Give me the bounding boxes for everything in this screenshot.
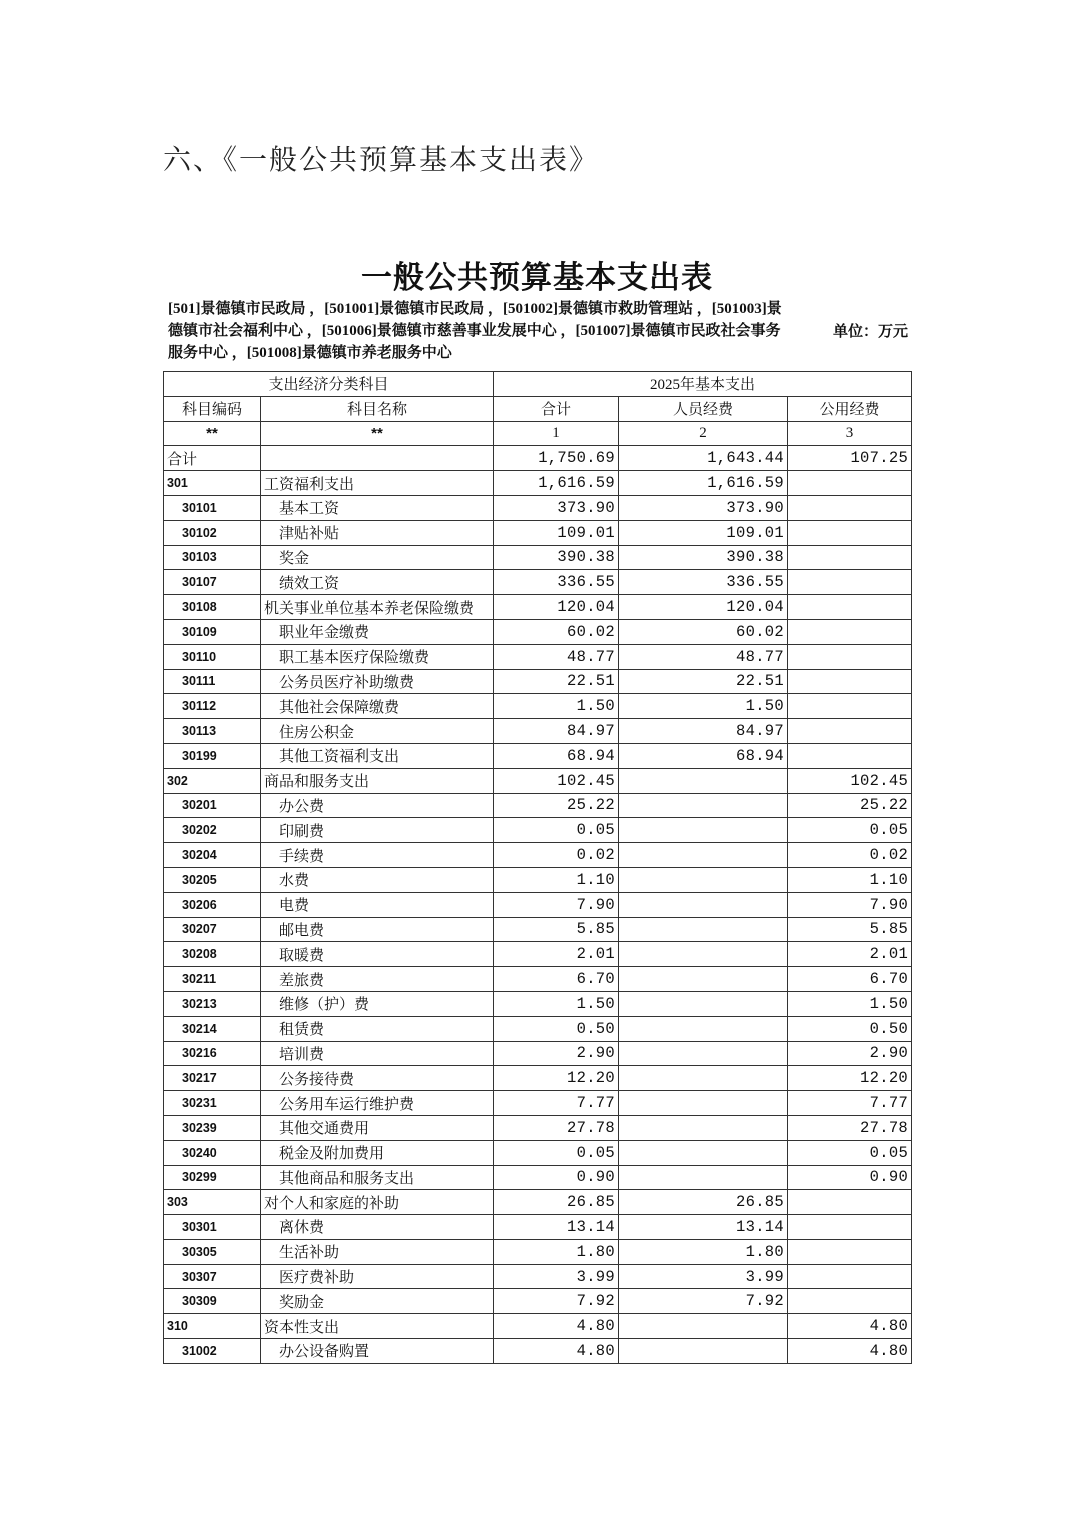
- public-cell: 7.77: [788, 1091, 912, 1116]
- table-row: [164, 1165, 912, 1190]
- section-heading: 六、《一般公共预算基本支出表》: [163, 145, 600, 176]
- name-cell: 生活补助: [261, 1239, 494, 1264]
- code-cell: 301: [164, 471, 261, 496]
- public-cell: [788, 570, 912, 595]
- total-cell: 2.01: [494, 942, 619, 967]
- personnel-cell: [619, 1140, 788, 1165]
- personnel-cell: [619, 843, 788, 868]
- code-cell: 30231: [164, 1091, 261, 1116]
- total-cell: 7.90: [494, 892, 619, 917]
- code-cell: 30239: [164, 1115, 261, 1140]
- name-cell: 水费: [261, 867, 494, 892]
- personnel-cell: [619, 1115, 788, 1140]
- public-cell: [788, 619, 912, 644]
- table-row: [164, 917, 912, 942]
- personnel-cell: 1.50: [619, 694, 788, 719]
- name-cell: 对个人和家庭的补助: [261, 1190, 494, 1215]
- total-row: [164, 446, 912, 471]
- total-name-cell: [261, 446, 494, 471]
- name-cell: 公务用车运行维护费: [261, 1091, 494, 1116]
- name-cell: 其他工资福利支出: [261, 743, 494, 768]
- code-cell: 30111: [164, 669, 261, 694]
- public-cell: [788, 1215, 912, 1240]
- table-row: [164, 1190, 912, 1215]
- table-row: [164, 1264, 912, 1289]
- personnel-cell: 109.01: [619, 520, 788, 545]
- personnel-cell: [619, 892, 788, 917]
- table-row: [164, 768, 912, 793]
- total-cell: 109.01: [494, 520, 619, 545]
- public-cell: 0.05: [788, 1140, 912, 1165]
- code-cell: 30205: [164, 867, 261, 892]
- code-cell: 30199: [164, 743, 261, 768]
- total-cell: 3.99: [494, 1264, 619, 1289]
- total-cell: 0.05: [494, 818, 619, 843]
- index-cell: 3: [788, 421, 912, 446]
- code-cell: 30214: [164, 1016, 261, 1041]
- total-cell: 102.45: [494, 768, 619, 793]
- public-cell: [788, 1289, 912, 1314]
- name-cell: 公务员医疗补助缴费: [261, 669, 494, 694]
- public-cell: [788, 1190, 912, 1215]
- code-cell: 30204: [164, 843, 261, 868]
- public-cell: [788, 495, 912, 520]
- personnel-cell: [619, 991, 788, 1016]
- code-cell: 30305: [164, 1239, 261, 1264]
- total-cell: 336.55: [494, 570, 619, 595]
- name-cell: 其他社会保障缴费: [261, 694, 494, 719]
- table-row: [164, 1066, 912, 1091]
- code-cell: 30102: [164, 520, 261, 545]
- table-row: [164, 644, 912, 669]
- table-row: [164, 669, 912, 694]
- table-row: [164, 471, 912, 496]
- name-cell: 绩效工资: [261, 570, 494, 595]
- name-cell: 商品和服务支出: [261, 768, 494, 793]
- total-cell: 373.90: [494, 495, 619, 520]
- code-cell: 30211: [164, 967, 261, 992]
- name-cell: 培训费: [261, 1041, 494, 1066]
- table-row: [164, 743, 912, 768]
- index-row: [164, 421, 912, 446]
- name-cell: 手续费: [261, 843, 494, 868]
- personnel-cell: [619, 818, 788, 843]
- personnel-cell: [619, 1091, 788, 1116]
- total-cell: 0.50: [494, 1016, 619, 1041]
- table-row: [164, 1016, 912, 1041]
- total-cell: 1.10: [494, 867, 619, 892]
- code-cell: 30309: [164, 1289, 261, 1314]
- personnel-cell: 1,616.59: [619, 471, 788, 496]
- index-cell: 2: [619, 421, 788, 446]
- public-cell: 4.80: [788, 1314, 912, 1339]
- name-cell: 取暖费: [261, 942, 494, 967]
- public-cell: [788, 520, 912, 545]
- total-cell: 12.20: [494, 1066, 619, 1091]
- table-row: [164, 719, 912, 744]
- total-cell: 13.14: [494, 1215, 619, 1240]
- code-cell: 310: [164, 1314, 261, 1339]
- code-cell: 30307: [164, 1264, 261, 1289]
- name-cell: 维修（护）费: [261, 991, 494, 1016]
- name-cell: 税金及附加费用: [261, 1140, 494, 1165]
- table-row: [164, 1289, 912, 1314]
- total-public: 107.25: [788, 446, 912, 471]
- table-row: [164, 967, 912, 992]
- col-header-total: 合计: [494, 396, 619, 421]
- code-cell: 30110: [164, 644, 261, 669]
- name-cell: 邮电费: [261, 917, 494, 942]
- name-cell: 公务接待费: [261, 1066, 494, 1091]
- table-row: [164, 570, 912, 595]
- code-cell: 30201: [164, 793, 261, 818]
- group-header-classification: 支出经济分类科目: [164, 372, 494, 397]
- personnel-cell: [619, 942, 788, 967]
- code-cell: 30206: [164, 892, 261, 917]
- personnel-cell: [619, 768, 788, 793]
- public-cell: 0.05: [788, 818, 912, 843]
- table-row: [164, 867, 912, 892]
- name-cell: 职工基本医疗保险缴费: [261, 644, 494, 669]
- table-row: [164, 694, 912, 719]
- personnel-cell: 60.02: [619, 619, 788, 644]
- personnel-cell: [619, 1041, 788, 1066]
- public-cell: [788, 669, 912, 694]
- name-cell: 基本工资: [261, 495, 494, 520]
- total-cell: 7.77: [494, 1091, 619, 1116]
- code-cell: 30109: [164, 619, 261, 644]
- code-cell: 30301: [164, 1215, 261, 1240]
- public-cell: [788, 1239, 912, 1264]
- total-personnel: 1,643.44: [619, 446, 788, 471]
- personnel-cell: [619, 1165, 788, 1190]
- table-row: [164, 619, 912, 644]
- public-cell: 5.85: [788, 917, 912, 942]
- total-cell: 0.05: [494, 1140, 619, 1165]
- code-cell: 30113: [164, 719, 261, 744]
- personnel-cell: 336.55: [619, 570, 788, 595]
- unit-label: 单位：万元: [832, 324, 908, 340]
- personnel-cell: [619, 917, 788, 942]
- total-cell: 1,616.59: [494, 471, 619, 496]
- name-cell: 医疗费补助: [261, 1264, 494, 1289]
- personnel-cell: 48.77: [619, 644, 788, 669]
- personnel-cell: [619, 1314, 788, 1339]
- total-cell: 48.77: [494, 644, 619, 669]
- table-row: [164, 991, 912, 1016]
- table-row: [164, 942, 912, 967]
- name-cell: 津贴补贴: [261, 520, 494, 545]
- col-header-personnel: 人员经费: [619, 396, 788, 421]
- name-cell: 离休费: [261, 1215, 494, 1240]
- index-cell: 1: [494, 421, 619, 446]
- public-cell: [788, 644, 912, 669]
- name-cell: 奖励金: [261, 1289, 494, 1314]
- personnel-cell: 84.97: [619, 719, 788, 744]
- code-cell: 30208: [164, 942, 261, 967]
- code-cell: 30240: [164, 1140, 261, 1165]
- public-cell: [788, 1264, 912, 1289]
- personnel-cell: 373.90: [619, 495, 788, 520]
- code-cell: 30207: [164, 917, 261, 942]
- public-cell: [788, 743, 912, 768]
- total-cell: 27.78: [494, 1115, 619, 1140]
- total-cell: 1.50: [494, 991, 619, 1016]
- table-row: [164, 545, 912, 570]
- total-cell: 60.02: [494, 619, 619, 644]
- name-cell: 工资福利支出: [261, 471, 494, 496]
- personnel-cell: 1.80: [619, 1239, 788, 1264]
- name-cell: 其他交通费用: [261, 1115, 494, 1140]
- code-cell: 30103: [164, 545, 261, 570]
- personnel-cell: [619, 1066, 788, 1091]
- name-cell: 住房公积金: [261, 719, 494, 744]
- public-cell: [788, 595, 912, 620]
- personnel-cell: [619, 1339, 788, 1364]
- code-cell: 30108: [164, 595, 261, 620]
- total-cell: 6.70: [494, 967, 619, 992]
- table-row: [164, 843, 912, 868]
- public-cell: 25.22: [788, 793, 912, 818]
- public-cell: 4.80: [788, 1339, 912, 1364]
- total-cell: 4.80: [494, 1314, 619, 1339]
- table-row: [164, 520, 912, 545]
- total-cell: 25.22: [494, 793, 619, 818]
- name-cell: 办公设备购置: [261, 1339, 494, 1364]
- name-cell: 其他商品和服务支出: [261, 1165, 494, 1190]
- total-cell: 1.80: [494, 1239, 619, 1264]
- total-cell: 1.50: [494, 694, 619, 719]
- index-cell: **: [164, 421, 261, 446]
- code-cell: 30213: [164, 991, 261, 1016]
- public-cell: [788, 719, 912, 744]
- public-cell: 1.10: [788, 867, 912, 892]
- name-cell: 租赁费: [261, 1016, 494, 1041]
- public-cell: [788, 545, 912, 570]
- personnel-cell: 68.94: [619, 743, 788, 768]
- code-cell: 30217: [164, 1066, 261, 1091]
- public-cell: 12.20: [788, 1066, 912, 1091]
- col-header-name: 科目名称: [261, 396, 494, 421]
- table-row: [164, 495, 912, 520]
- public-cell: 0.90: [788, 1165, 912, 1190]
- total-cell: 2.90: [494, 1041, 619, 1066]
- code-cell: 30216: [164, 1041, 261, 1066]
- group-header-basic-expense: 2025年基本支出: [494, 372, 912, 397]
- personnel-cell: [619, 793, 788, 818]
- code-cell: 30112: [164, 694, 261, 719]
- table-row: [164, 1115, 912, 1140]
- total-cell: 4.80: [494, 1339, 619, 1364]
- code-cell: 30101: [164, 495, 261, 520]
- table-row: [164, 1339, 912, 1364]
- personnel-cell: 3.99: [619, 1264, 788, 1289]
- total-cell: 26.85: [494, 1190, 619, 1215]
- name-cell: 机关事业单位基本养老保险缴费: [261, 595, 494, 620]
- table-row: [164, 595, 912, 620]
- total-cell: 120.04: [494, 595, 619, 620]
- public-cell: [788, 694, 912, 719]
- code-cell: 303: [164, 1190, 261, 1215]
- code-cell: 302: [164, 768, 261, 793]
- total-sum: 1,750.69: [494, 446, 619, 471]
- name-cell: 奖金: [261, 545, 494, 570]
- code-cell: 30299: [164, 1165, 261, 1190]
- personnel-cell: 7.92: [619, 1289, 788, 1314]
- personnel-cell: 120.04: [619, 595, 788, 620]
- col-header-code: 科目编码: [164, 396, 261, 421]
- public-cell: 7.90: [788, 892, 912, 917]
- code-cell: 30202: [164, 818, 261, 843]
- table-row: [164, 1140, 912, 1165]
- total-cell: 7.92: [494, 1289, 619, 1314]
- name-cell: 办公费: [261, 793, 494, 818]
- name-cell: 电费: [261, 892, 494, 917]
- code-cell: 31002: [164, 1339, 261, 1364]
- public-cell: 0.50: [788, 1016, 912, 1041]
- budget-table: [163, 371, 912, 1364]
- table-row: [164, 1314, 912, 1339]
- personnel-cell: 22.51: [619, 669, 788, 694]
- table-row: [164, 1239, 912, 1264]
- personnel-cell: [619, 867, 788, 892]
- total-cell: 0.90: [494, 1165, 619, 1190]
- table-row: [164, 1041, 912, 1066]
- document-title: 一般公共预算基本支出表: [361, 260, 713, 295]
- personnel-cell: [619, 967, 788, 992]
- total-cell: 84.97: [494, 719, 619, 744]
- name-cell: 职业年金缴费: [261, 619, 494, 644]
- public-cell: 2.01: [788, 942, 912, 967]
- total-cell: 5.85: [494, 917, 619, 942]
- code-cell: 30107: [164, 570, 261, 595]
- total-cell: 22.51: [494, 669, 619, 694]
- group-header-row: [164, 372, 912, 397]
- table-row: [164, 892, 912, 917]
- personnel-cell: 390.38: [619, 545, 788, 570]
- name-cell: 差旅费: [261, 967, 494, 992]
- public-cell: 27.78: [788, 1115, 912, 1140]
- public-cell: 1.50: [788, 991, 912, 1016]
- personnel-cell: 26.85: [619, 1190, 788, 1215]
- column-header-row: [164, 396, 912, 421]
- public-cell: 6.70: [788, 967, 912, 992]
- public-cell: 0.02: [788, 843, 912, 868]
- table-row: [164, 1215, 912, 1240]
- total-cell: 0.02: [494, 843, 619, 868]
- public-cell: 102.45: [788, 768, 912, 793]
- total-cell: 68.94: [494, 743, 619, 768]
- personnel-cell: [619, 1016, 788, 1041]
- table-row: [164, 818, 912, 843]
- public-cell: 2.90: [788, 1041, 912, 1066]
- agency-description: [501]景德镇市民政局 ，[501001]景德镇市民政局 ，[501002]景德镇市救助管理站 ，[501003]景德镇市社会福利中心 ，[501006]景德镇市慈善事业发展中心 ，[501007]景德镇市民政社会事务服务中心 ，[501008]景德镇市养老服务中心: [168, 301, 782, 361]
- index-cell: **: [261, 421, 494, 446]
- public-cell: [788, 471, 912, 496]
- total-cell: 390.38: [494, 545, 619, 570]
- name-cell: 资本性支出: [261, 1314, 494, 1339]
- total-label: 合计: [164, 446, 261, 471]
- personnel-cell: 13.14: [619, 1215, 788, 1240]
- name-cell: 印刷费: [261, 818, 494, 843]
- table-row: [164, 1091, 912, 1116]
- table-row: [164, 793, 912, 818]
- col-header-public: 公用经费: [788, 396, 912, 421]
